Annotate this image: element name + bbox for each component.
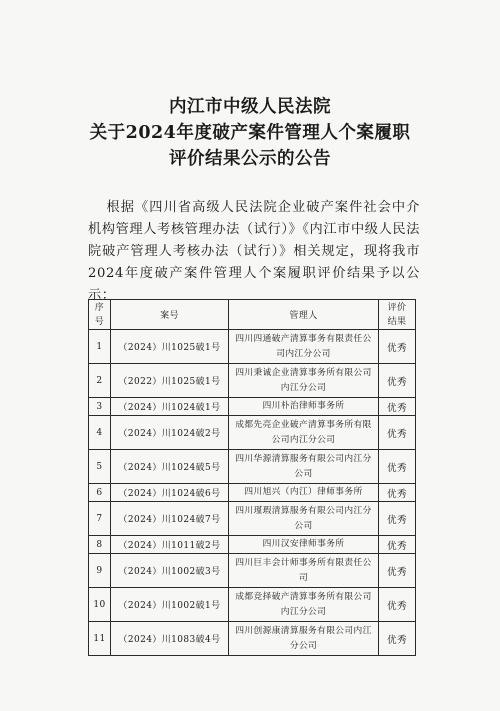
header-result: 评价 结果 bbox=[379, 300, 416, 330]
evaluation-results-table bbox=[88, 299, 416, 656]
table-row bbox=[89, 416, 416, 450]
table-row bbox=[89, 450, 416, 484]
title-line-3: 评价结果公示的公告 bbox=[169, 149, 331, 169]
row-no: 11 bbox=[89, 622, 111, 656]
row-result: 优秀 bbox=[379, 398, 416, 416]
row-no: 10 bbox=[89, 588, 111, 622]
table-row bbox=[89, 502, 416, 536]
document-title bbox=[0, 94, 500, 172]
row-manager: 四川旭兴（内江）律师事务所 bbox=[229, 484, 379, 502]
row-result: 优秀 bbox=[379, 330, 416, 364]
row-no: 4 bbox=[89, 416, 111, 450]
header-case: 案号 bbox=[111, 300, 229, 330]
row-manager: 四川朴治律师事务所 bbox=[229, 398, 379, 416]
row-result: 优秀 bbox=[379, 484, 416, 502]
row-result: 优秀 bbox=[379, 416, 416, 450]
row-result: 优秀 bbox=[379, 450, 416, 484]
row-case: （2024）川1024破7号 bbox=[111, 502, 229, 536]
table-row bbox=[89, 588, 416, 622]
row-case: （2024）川1025破1号 bbox=[111, 330, 229, 364]
row-no: 7 bbox=[89, 502, 111, 536]
row-no: 2 bbox=[89, 364, 111, 398]
table-row bbox=[89, 398, 416, 416]
title-line-2: 关于2024年度破产案件管理人个案履职 bbox=[89, 123, 411, 143]
row-no: 3 bbox=[89, 398, 111, 416]
row-manager: 四川创源康清算服务有限公司内江分公司 bbox=[229, 622, 379, 656]
row-case: （2022）川1025破1号 bbox=[111, 364, 229, 398]
row-case: （2024）川1024破2号 bbox=[111, 416, 229, 450]
row-result: 优秀 bbox=[379, 536, 416, 554]
row-case: （2024）川1024破1号 bbox=[111, 398, 229, 416]
intro-text: 根据《四川省高级人民法院企业破产案件社会中介机构管理人考核管理办法（试行）》《内江市中级人民法院破产管理人考核办法（试行）》相关规定，现将我市2024年度破产案件管理人个案履职评价结果予以公示： bbox=[88, 200, 420, 303]
row-manager: 四川华源清算服务有限公司内江分公司 bbox=[229, 450, 379, 484]
row-no: 5 bbox=[89, 450, 111, 484]
row-case: （2024）川1024破5号 bbox=[111, 450, 229, 484]
row-case: （2024）川1024破6号 bbox=[111, 484, 229, 502]
row-manager: 四川汉安律师事务所 bbox=[229, 536, 379, 554]
row-manager: 四川秉诚企业清算事务所有限公司内江分公司 bbox=[229, 364, 379, 398]
table-header-row bbox=[89, 300, 416, 330]
row-manager: 成都竞择破产清算事务所有限公司内江分公司 bbox=[229, 588, 379, 622]
row-result: 优秀 bbox=[379, 588, 416, 622]
row-case: （2024）川1083破4号 bbox=[111, 622, 229, 656]
row-no: 9 bbox=[89, 554, 111, 588]
row-result: 优秀 bbox=[379, 622, 416, 656]
row-no: 8 bbox=[89, 536, 111, 554]
table-row bbox=[89, 364, 416, 398]
row-result: 优秀 bbox=[379, 554, 416, 588]
row-manager: 四川巨丰会计师事务所有限责任公司 bbox=[229, 554, 379, 588]
row-case: （2024）川1002破3号 bbox=[111, 554, 229, 588]
row-manager: 四川四通破产清算事务有限责任公司内江分公司 bbox=[229, 330, 379, 364]
table-row bbox=[89, 554, 416, 588]
row-no: 6 bbox=[89, 484, 111, 502]
intro-paragraph bbox=[88, 197, 420, 307]
table-row bbox=[89, 484, 416, 502]
title-line-1: 内江市中级人民法院 bbox=[169, 97, 331, 117]
row-no: 1 bbox=[89, 330, 111, 364]
table-row bbox=[89, 622, 416, 656]
row-result: 优秀 bbox=[379, 364, 416, 398]
row-manager: 成都先亮企业破产清算事务所有限公司内江分公司 bbox=[229, 416, 379, 450]
table-row bbox=[89, 536, 416, 554]
row-case: （2024）川1002破1号 bbox=[111, 588, 229, 622]
table-row bbox=[89, 330, 416, 364]
header-manager: 管理人 bbox=[229, 300, 379, 330]
row-result: 优秀 bbox=[379, 502, 416, 536]
row-manager: 四川瑾瑕清算服务有限公司内江分公司 bbox=[229, 502, 379, 536]
header-no: 序 号 bbox=[89, 300, 111, 330]
row-case: （2024）川1011破2号 bbox=[111, 536, 229, 554]
